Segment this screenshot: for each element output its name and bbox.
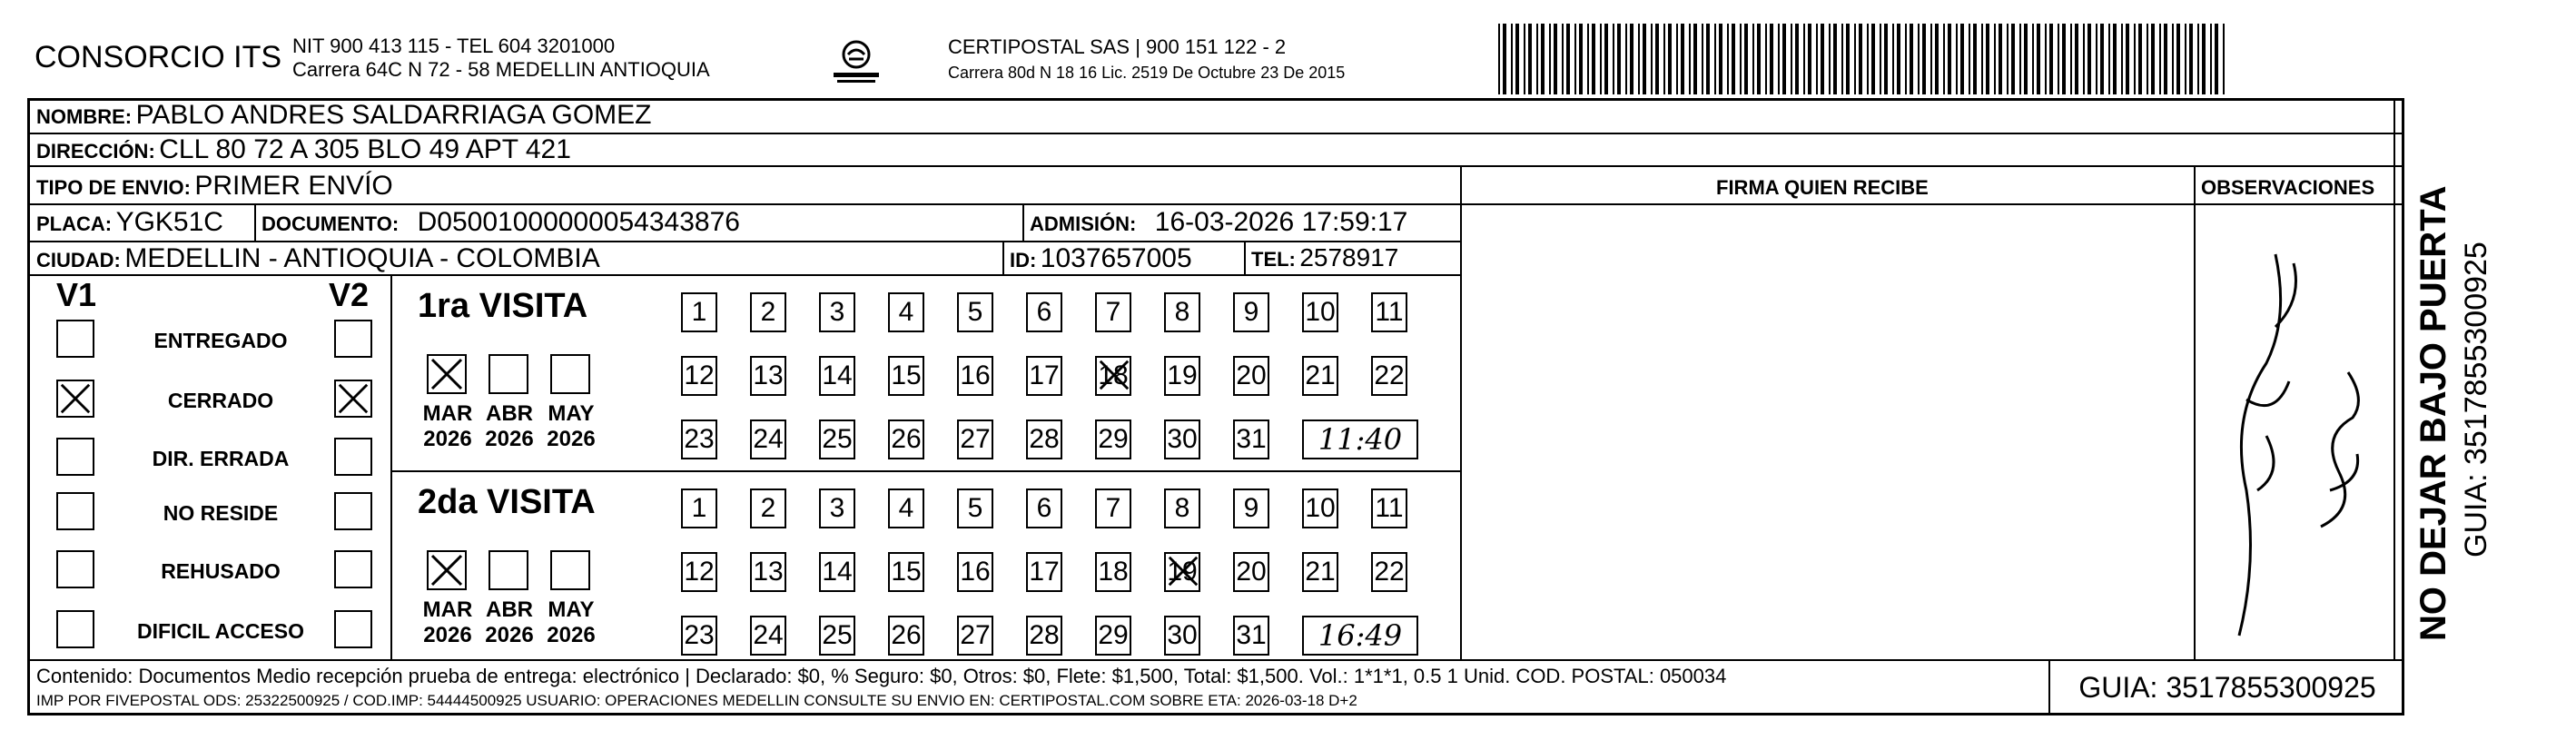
visit-time[interactable]: 11:40 [1302,419,1418,459]
day-box[interactable]: 30 [1164,616,1200,656]
day-box[interactable]: 8 [1164,292,1200,332]
status-option-label: CERRADO [167,389,274,412]
day-box[interactable]: 3 [819,488,855,528]
v1-checkbox[interactable] [56,320,94,358]
day-box[interactable]: 7 [1095,292,1131,332]
direccion-row [36,134,571,165]
day-box[interactable]: 28 [1026,616,1062,656]
day-box[interactable]: 4 [888,488,924,528]
month-checkbox[interactable] [489,550,528,590]
day-box[interactable]: 10 [1302,292,1338,332]
day-box[interactable]: 29 [1095,419,1131,459]
certipostal-logo-icon [828,35,884,91]
admision-field [1030,207,1407,238]
day-box[interactable]: 20 [1233,552,1269,592]
day-box[interactable]: 28 [1026,419,1062,459]
day-box[interactable]: 17 [1026,552,1062,592]
status-option-label: DIR. ERRADA [152,447,290,470]
placa-label: PLACA: [36,212,113,235]
ciudad-label: CIUDAD: [36,249,121,271]
nombre-row [36,100,652,131]
day-box[interactable]: 24 [750,616,786,656]
status-option-label: NO RESIDE [163,501,279,525]
observaciones-label: OBSERVACIONES [2201,176,2375,199]
guia-number: GUIA: 3517855300925 [2048,659,2404,715]
day-box[interactable]: 29 [1095,616,1131,656]
v2-checkbox[interactable] [334,610,372,648]
no-dejar-bajo-puerta: NO DEJAR BAJO PUERTA [2413,185,2453,641]
documento-label: DOCUMENTO: [262,212,400,235]
month-checkbox[interactable] [550,550,590,590]
v1-checkbox[interactable] [56,438,94,476]
day-box[interactable]: 24 [750,419,786,459]
company-info [292,35,710,82]
day-box[interactable]: 6 [1026,488,1062,528]
month-checkbox[interactable] [550,354,590,394]
day-box[interactable]: 26 [888,419,924,459]
v2-checkbox[interactable] [334,320,372,358]
month-label: ABR 2026 [485,597,534,647]
v1-checkbox[interactable] [56,380,94,418]
direccion-label: DIRECCIÓN: [36,140,155,163]
day-box[interactable]: 10 [1302,488,1338,528]
certipostal-info [948,35,1345,85]
visit-title: 1ra VISITA [418,287,588,325]
day-box[interactable]: 6 [1026,292,1062,332]
day-box[interactable]: 11 [1371,292,1407,332]
month-label: MAR 2026 [422,597,473,647]
day-box[interactable]: 30 [1164,419,1200,459]
cert-line: CERTIPOSTAL SAS | 900 151 122 - 2 [948,35,1287,58]
day-box[interactable]: 23 [681,419,717,459]
day-box[interactable]: 25 [819,419,855,459]
v1-checkbox[interactable] [56,492,94,530]
documento-value: D05001000000054343876 [417,207,740,237]
month-label: MAY 2026 [547,401,596,451]
day-box[interactable]: 13 [750,552,786,592]
nombre-label: NOMBRE: [36,105,133,128]
tipo-row [36,171,393,202]
cert-address: Carrera 80d N 18 16 Lic. 2519 De Octubre 23 De 2015 [948,64,1346,82]
month-label: ABR 2026 [485,401,534,451]
month-label: MAY 2026 [547,597,596,647]
day-box[interactable]: 5 [957,488,993,528]
day-box[interactable]: 9 [1233,488,1269,528]
day-box[interactable]: 25 [819,616,855,656]
barcode [1498,24,2225,94]
month-checkbox[interactable] [427,550,467,590]
status-option-label: ENTREGADO [153,329,288,352]
day-box[interactable]: 31 [1233,419,1269,459]
ciudad-value: MEDELLIN - ANTIOQUIA - COLOMBIA [124,243,600,273]
v1-checkbox[interactable] [56,550,94,588]
tipo-label: TIPO DE ENVIO: [36,176,191,199]
v2-checkbox[interactable] [334,380,372,418]
day-box[interactable]: 21 [1302,356,1338,396]
address-line: Carrera 64C N 72 - 58 MEDELLIN ANTIOQUIA [292,58,710,81]
id-value: 1037657005 [1040,243,1192,273]
day-box[interactable]: 20 [1233,356,1269,396]
day-box[interactable]: 23 [681,616,717,656]
side-guia-number: GUIA: 3517855300925 [2459,242,2493,558]
tel-value: 2578917 [1299,243,1399,271]
v2-checkbox[interactable] [334,438,372,476]
day-box[interactable]: 2 [750,488,786,528]
day-box[interactable]: 21 [1302,552,1338,592]
day-box[interactable]: 4 [888,292,924,332]
admision-value: 16-03-2026 17:59:17 [1154,207,1408,237]
month-label: MAR 2026 [422,401,473,451]
day-box[interactable]: 16 [957,552,993,592]
day-box[interactable]: 7 [1095,488,1131,528]
day-box[interactable]: 22 [1371,356,1407,396]
tel-label: TEL: [1251,248,1296,271]
tipo-value: PRIMER ENVÍO [194,171,393,201]
day-box[interactable]: 31 [1233,616,1269,656]
day-box[interactable]: 27 [957,616,993,656]
ciudad-field [36,243,600,274]
day-box[interactable]: 1 [681,292,717,332]
day-box[interactable]: 15 [888,552,924,592]
v2-checkbox[interactable] [334,550,372,588]
day-box[interactable]: 11 [1371,488,1407,528]
placa-field [36,207,223,238]
month-checkbox[interactable] [427,354,467,394]
day-box[interactable]: 16 [957,356,993,396]
day-box[interactable]: 3 [819,292,855,332]
day-box[interactable]: 13 [750,356,786,396]
day-box[interactable]: 9 [1233,292,1269,332]
nombre-value: PABLO ANDRES SALDARRIAGA GOMEZ [135,100,652,130]
day-box[interactable]: 12 [681,356,717,396]
id-field [1010,243,1192,274]
admision-label: ADMISIÓN: [1030,212,1137,235]
v1-checkbox[interactable] [56,610,94,648]
v2-label: V2 [329,276,370,313]
day-box[interactable]: 8 [1164,488,1200,528]
day-box[interactable]: 14 [819,552,855,592]
status-option-label: REHUSADO [161,559,281,583]
contenido-text: Contenido: Documentos Medio recepción prueba de entrega: electrónico | Declarado: $0, % Seguro: $0, Otros: $0, Flete: $1,500, Total: $1,500. Vol.: 1*1*1, 0.5 1 Unid. COD. POSTAL: 050034 [36,665,1727,687]
day-box[interactable]: 14 [819,356,855,396]
day-box[interactable]: 5 [957,292,993,332]
day-box[interactable]: 19 [1164,356,1200,396]
v2-checkbox[interactable] [334,492,372,530]
v1-label: V1 [56,276,97,313]
documento-field [262,207,740,238]
day-box[interactable]: 17 [1026,356,1062,396]
day-box[interactable]: 18 [1095,356,1131,396]
visit-title: 2da VISITA [418,483,596,521]
company-name: CONSORCIO ITS [35,40,282,74]
handwritten-signature [2203,218,2384,654]
day-box[interactable]: 15 [888,356,924,396]
direccion-value: CLL 80 72 A 305 BLO 49 APT 421 [159,134,571,164]
status-option-label: DIFICIL ACCESO [136,619,304,643]
imp-text: IMP POR FIVEPOSTAL ODS: 25322500925 / COD.IMP: 54444500925 USUARIO: OPERACIONES MEDELLIN CONSULTE SU ENVIO EN: CERTIPOSTAL.COM SOBRE ETA: 2026-03-18 D+2 [36,692,1357,709]
firma-label: FIRMA QUIEN RECIBE [1716,176,1929,199]
placa-value: YGK51C [115,207,223,237]
day-box[interactable]: 2 [750,292,786,332]
day-box[interactable]: 27 [957,419,993,459]
day-box[interactable]: 18 [1095,552,1131,592]
month-checkbox[interactable] [489,354,528,394]
day-box[interactable]: 26 [888,616,924,656]
tel-field [1251,243,1398,272]
day-box[interactable]: 19 [1164,552,1200,592]
day-box[interactable]: 22 [1371,552,1407,592]
day-box[interactable]: 1 [681,488,717,528]
visit-time[interactable]: 16:49 [1302,616,1418,656]
id-label: ID: [1010,249,1037,271]
day-box[interactable]: 12 [681,552,717,592]
nit-line: NIT 900 413 115 - TEL 604 3201000 [292,35,616,57]
